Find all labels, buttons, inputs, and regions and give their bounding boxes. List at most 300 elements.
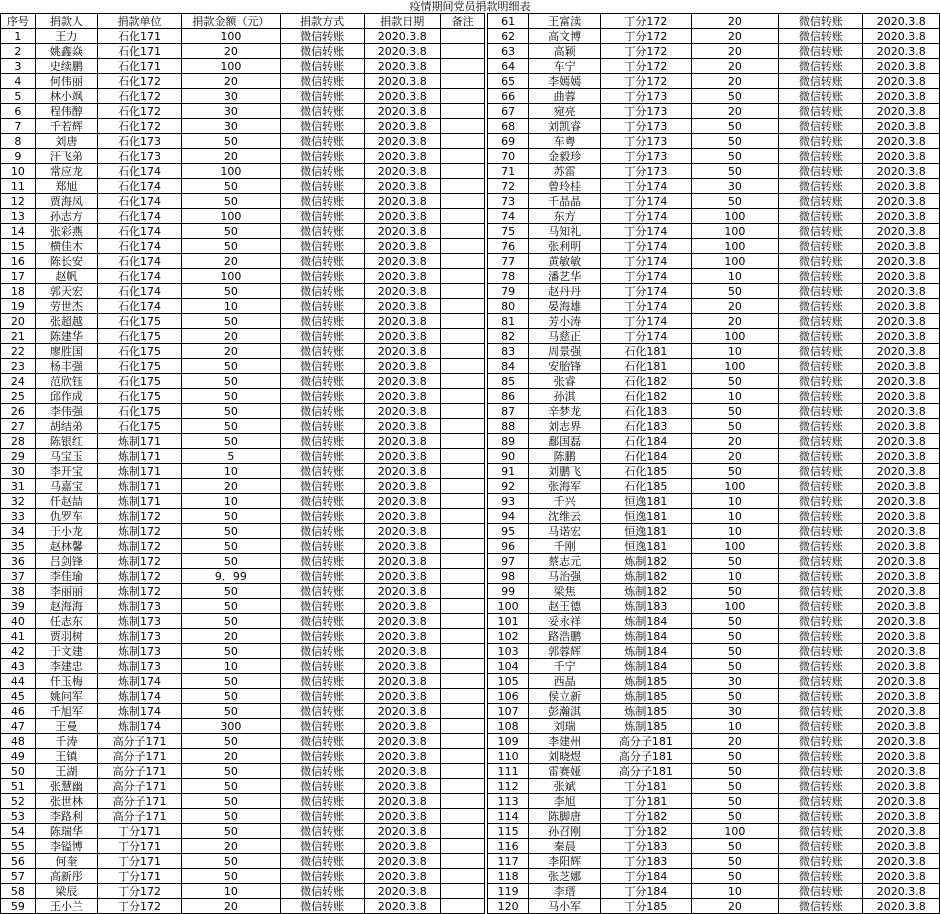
table-row: [1, 554, 485, 569]
cell-amount: 20: [691, 104, 779, 119]
table-row: [488, 29, 940, 44]
cell-index: 21: [1, 329, 36, 344]
cell-unit: 炼制171: [97, 479, 181, 494]
cell-unit: 石化171: [97, 59, 181, 74]
cell-unit: 石化183: [601, 404, 691, 419]
cell-index: 100: [488, 599, 529, 614]
cell-remark: [440, 419, 484, 434]
cell-remark: [440, 629, 484, 644]
cell-donor: 苏雷: [529, 164, 601, 179]
cell-date: 2020.3.8: [364, 164, 440, 179]
table-row: [1, 149, 485, 164]
cell-unit: 丁分174: [601, 194, 691, 209]
cell-method: 微信转账: [280, 659, 364, 674]
table-row: [1, 779, 485, 794]
cell-donor: 宛亮: [529, 104, 601, 119]
cell-donor: 蔡志元: [529, 554, 601, 569]
cell-remark: [440, 824, 484, 839]
table-row: [1, 809, 485, 824]
cell-index: 86: [488, 389, 529, 404]
cell-index: 27: [1, 419, 36, 434]
cell-method: 微信转账: [280, 239, 364, 254]
donation-table-right: [487, 13, 940, 914]
cell-donor: 李阳辉: [529, 854, 601, 869]
cell-method: 微信转账: [779, 359, 863, 374]
cell-index: 22: [1, 344, 36, 359]
cell-date: 2020.3.8: [863, 899, 940, 914]
cell-donor: 李伟强: [35, 404, 97, 419]
cell-method: 微信转账: [779, 794, 863, 809]
cell-donor: 姚鑫焱: [35, 44, 97, 59]
cell-date: 2020.3.8: [364, 179, 440, 194]
cell-unit: 石化181: [601, 344, 691, 359]
cell-index: 102: [488, 629, 529, 644]
cell-donor: 于文建: [35, 644, 97, 659]
table-row: [488, 374, 940, 389]
cell-date: 2020.3.8: [364, 539, 440, 554]
cell-remark: [440, 704, 484, 719]
cell-unit: 丁分182: [601, 809, 691, 824]
cell-method: 微信转账: [280, 644, 364, 659]
cell-donor: 李镒博: [35, 839, 97, 854]
cell-unit: 高分子171: [97, 749, 181, 764]
cell-donor: 陈脚唐: [529, 809, 601, 824]
cell-donor: 王湖: [35, 764, 97, 779]
cell-method: 微信转账: [779, 134, 863, 149]
column-header-remark: 备注: [440, 14, 484, 29]
cell-donor: 张彩燕: [35, 224, 97, 239]
cell-date: 2020.3.8: [863, 734, 940, 749]
cell-remark: [440, 764, 484, 779]
cell-index: 76: [488, 239, 529, 254]
cell-donor: 杨丰强: [35, 359, 97, 374]
table-row: [1, 614, 485, 629]
cell-amount: 10: [691, 494, 779, 509]
cell-remark: [440, 524, 484, 539]
cell-date: 2020.3.8: [364, 644, 440, 659]
cell-amount: 100: [182, 209, 280, 224]
cell-date: 2020.3.8: [863, 209, 940, 224]
cell-donor: 史续鹏: [35, 59, 97, 74]
cell-index: 78: [488, 269, 529, 284]
cell-donor: 周景强: [529, 344, 601, 359]
cell-method: 微信转账: [779, 554, 863, 569]
cell-remark: [440, 194, 484, 209]
cell-index: 4: [1, 74, 36, 89]
cell-unit: 炼制171: [97, 494, 181, 509]
cell-method: 微信转账: [779, 674, 863, 689]
cell-unit: 石化175: [97, 329, 181, 344]
cell-date: 2020.3.8: [364, 374, 440, 389]
cell-date: 2020.3.8: [364, 269, 440, 284]
cell-amount: 50: [182, 674, 280, 689]
cell-amount: 50: [182, 539, 280, 554]
cell-unit: 炼制171: [97, 449, 181, 464]
cell-donor: 王镇: [35, 749, 97, 764]
cell-unit: 高分子171: [97, 734, 181, 749]
cell-index: 114: [488, 809, 529, 824]
table-row: [488, 689, 940, 704]
cell-index: 104: [488, 659, 529, 674]
cell-index: 39: [1, 599, 36, 614]
cell-date: 2020.3.8: [364, 344, 440, 359]
cell-index: 89: [488, 434, 529, 449]
table-row: [488, 539, 940, 554]
cell-amount: 10: [182, 464, 280, 479]
table-row: [488, 149, 940, 164]
cell-index: 11: [1, 179, 36, 194]
column-header-amount: 捐款金额（元）: [182, 14, 280, 29]
cell-amount: 20: [182, 839, 280, 854]
cell-date: 2020.3.8: [364, 119, 440, 134]
cell-donor: 王富渎: [529, 14, 601, 29]
cell-index: 72: [488, 179, 529, 194]
cell-unit: 石化183: [601, 419, 691, 434]
cell-amount: 50: [691, 374, 779, 389]
table-row: [1, 89, 485, 104]
cell-remark: [440, 479, 484, 494]
cell-donor: 曲蓉: [529, 89, 601, 104]
cell-index: 25: [1, 389, 36, 404]
cell-method: 微信转账: [280, 359, 364, 374]
cell-date: 2020.3.8: [364, 224, 440, 239]
cell-date: 2020.3.8: [863, 149, 940, 164]
cell-amount: 50: [182, 179, 280, 194]
cell-method: 微信转账: [779, 839, 863, 854]
cell-amount: 50: [691, 764, 779, 779]
table-row: [1, 644, 485, 659]
cell-unit: 石化175: [97, 344, 181, 359]
cell-amount: 50: [182, 869, 280, 884]
cell-method: 微信转账: [779, 29, 863, 44]
cell-index: 18: [1, 284, 36, 299]
cell-index: 98: [488, 569, 529, 584]
cell-amount: 100: [691, 539, 779, 554]
cell-unit: 炼制183: [601, 599, 691, 614]
cell-method: 微信转账: [779, 419, 863, 434]
cell-unit: 丁分173: [601, 89, 691, 104]
cell-method: 微信转账: [779, 284, 863, 299]
cell-amount: 50: [182, 524, 280, 539]
cell-donor: 李旭: [529, 794, 601, 809]
cell-index: 36: [1, 554, 36, 569]
cell-unit: 丁分174: [601, 284, 691, 299]
cell-amount: 300: [182, 719, 280, 734]
cell-donor: 贾海凤: [35, 194, 97, 209]
cell-date: 2020.3.8: [364, 494, 440, 509]
cell-method: 微信转账: [280, 299, 364, 314]
cell-amount: 50: [691, 779, 779, 794]
cell-method: 微信转账: [280, 284, 364, 299]
cell-date: 2020.3.8: [364, 449, 440, 464]
cell-index: 23: [1, 359, 36, 374]
cell-index: 64: [488, 59, 529, 74]
table-row: [1, 29, 485, 44]
cell-donor: 马小军: [529, 899, 601, 914]
cell-index: 74: [488, 209, 529, 224]
cell-unit: 炼制174: [97, 674, 181, 689]
cell-amount: 20: [182, 254, 280, 269]
cell-date: 2020.3.8: [863, 809, 940, 824]
cell-remark: [440, 659, 484, 674]
cell-unit: 炼制173: [97, 629, 181, 644]
cell-index: 71: [488, 164, 529, 179]
table-row: [488, 794, 940, 809]
cell-date: 2020.3.8: [863, 284, 940, 299]
table-row: [488, 329, 940, 344]
cell-donor: 张斌: [529, 779, 601, 794]
cell-amount: 50: [691, 614, 779, 629]
cell-unit: 丁分184: [601, 869, 691, 884]
cell-amount: 20: [691, 299, 779, 314]
cell-date: 2020.3.8: [364, 209, 440, 224]
cell-index: 69: [488, 134, 529, 149]
cell-date: 2020.3.8: [863, 29, 940, 44]
cell-index: 96: [488, 539, 529, 554]
cell-index: 82: [488, 329, 529, 344]
cell-unit: 丁分174: [601, 299, 691, 314]
table-row: [488, 599, 940, 614]
cell-donor: 李建州: [529, 734, 601, 749]
cell-unit: 石化174: [97, 179, 181, 194]
cell-method: 微信转账: [779, 779, 863, 794]
cell-method: 微信转账: [280, 269, 364, 284]
cell-date: 2020.3.8: [364, 104, 440, 119]
cell-date: 2020.3.8: [863, 179, 940, 194]
cell-donor: 邱作成: [35, 389, 97, 404]
cell-amount: 50: [691, 134, 779, 149]
cell-amount: 20: [691, 74, 779, 89]
cell-amount: 100: [182, 29, 280, 44]
cell-method: 微信转账: [280, 839, 364, 854]
cell-remark: [440, 734, 484, 749]
cell-index: 48: [1, 734, 36, 749]
cell-amount: 50: [691, 89, 779, 104]
cell-method: 微信转账: [280, 314, 364, 329]
cell-amount: 50: [691, 809, 779, 824]
cell-index: 84: [488, 359, 529, 374]
cell-method: 微信转账: [779, 584, 863, 599]
cell-donor: 仟赵喆: [35, 494, 97, 509]
cell-unit: 丁分174: [601, 239, 691, 254]
cell-unit: 丁分181: [601, 779, 691, 794]
cell-unit: 丁分171: [97, 869, 181, 884]
cell-amount: 100: [691, 599, 779, 614]
cell-donor: 张世林: [35, 794, 97, 809]
cell-amount: 20: [182, 899, 280, 914]
cell-donor: 吕剑锋: [35, 554, 97, 569]
cell-unit: 石化175: [97, 389, 181, 404]
cell-remark: [440, 209, 484, 224]
cell-amount: 100: [691, 479, 779, 494]
cell-remark: [440, 44, 484, 59]
cell-unit: 丁分172: [601, 74, 691, 89]
cell-method: 微信转账: [280, 539, 364, 554]
cell-date: 2020.3.8: [863, 704, 940, 719]
table-row: [488, 359, 940, 374]
cell-date: 2020.3.8: [364, 404, 440, 419]
cell-index: 50: [1, 764, 36, 779]
cell-amount: 20: [182, 44, 280, 59]
cell-amount: 50: [182, 134, 280, 149]
cell-method: 微信转账: [779, 509, 863, 524]
table-row: [488, 404, 940, 419]
cell-unit: 石化172: [97, 119, 181, 134]
cell-amount: 50: [182, 779, 280, 794]
table-row: [488, 629, 940, 644]
cell-donor: 贾羽树: [35, 629, 97, 644]
cell-donor: 彭瀚淇: [529, 704, 601, 719]
cell-index: 34: [1, 524, 36, 539]
cell-method: 微信转账: [779, 719, 863, 734]
table-row: [488, 434, 940, 449]
cell-amount: 50: [182, 689, 280, 704]
cell-method: 微信转账: [280, 764, 364, 779]
cell-index: 19: [1, 299, 36, 314]
cell-donor: 马嘉宝: [35, 479, 97, 494]
cell-date: 2020.3.8: [863, 764, 940, 779]
page-title: 疫情期间党员捐款明细表: [409, 0, 531, 13]
table-row: [1, 569, 485, 584]
cell-donor: 王曼: [35, 719, 97, 734]
cell-method: 微信转账: [779, 629, 863, 644]
cell-index: 101: [488, 614, 529, 629]
cell-unit: 炼制171: [97, 434, 181, 449]
cell-amount: 50: [182, 824, 280, 839]
cell-method: 微信转账: [779, 164, 863, 179]
cell-date: 2020.3.8: [364, 824, 440, 839]
cell-index: 43: [1, 659, 36, 674]
table-row: [1, 869, 485, 884]
table-row: [1, 119, 485, 134]
cell-method: 微信转账: [779, 119, 863, 134]
cell-donor: 路浩鹏: [529, 629, 601, 644]
cell-index: 79: [488, 284, 529, 299]
cell-index: 7: [1, 119, 36, 134]
cell-date: 2020.3.8: [863, 794, 940, 809]
cell-index: 9: [1, 149, 36, 164]
cell-index: 40: [1, 614, 36, 629]
cell-method: 微信转账: [280, 584, 364, 599]
cell-unit: 丁分172: [601, 14, 691, 29]
cell-method: 微信转账: [779, 689, 863, 704]
cell-index: 73: [488, 194, 529, 209]
cell-amount: 5: [182, 449, 280, 464]
cell-amount: 30: [691, 704, 779, 719]
cell-index: 112: [488, 779, 529, 794]
cell-date: 2020.3.8: [863, 554, 940, 569]
table-row: [1, 374, 485, 389]
cell-unit: 恒逸181: [601, 539, 691, 554]
cell-amount: 50: [182, 614, 280, 629]
cell-remark: [440, 269, 484, 284]
cell-unit: 丁分181: [601, 794, 691, 809]
cell-date: 2020.3.8: [364, 254, 440, 269]
cell-date: 2020.3.8: [863, 269, 940, 284]
cell-index: 68: [488, 119, 529, 134]
cell-amount: 50: [182, 239, 280, 254]
cell-amount: 100: [691, 209, 779, 224]
cell-remark: [440, 584, 484, 599]
cell-index: 106: [488, 689, 529, 704]
cell-date: 2020.3.8: [863, 299, 940, 314]
cell-amount: 10: [691, 719, 779, 734]
cell-amount: 100: [691, 224, 779, 239]
cell-remark: [440, 884, 484, 899]
table-row: [488, 659, 940, 674]
cell-index: 3: [1, 59, 36, 74]
cell-unit: 丁分185: [601, 899, 691, 914]
table-row: [488, 314, 940, 329]
cell-amount: 50: [691, 164, 779, 179]
cell-index: 63: [488, 44, 529, 59]
cell-index: 116: [488, 839, 529, 854]
cell-amount: 50: [182, 854, 280, 869]
table-row: [1, 629, 485, 644]
cell-donor: 郑旭: [35, 179, 97, 194]
cell-index: 29: [1, 449, 36, 464]
table-row: [488, 119, 940, 134]
cell-remark: [440, 719, 484, 734]
cell-amount: 50: [691, 404, 779, 419]
cell-amount: 10: [691, 569, 779, 584]
table-row: [488, 284, 940, 299]
cell-method: 微信转账: [280, 389, 364, 404]
cell-method: 微信转账: [779, 104, 863, 119]
table-row: [1, 764, 485, 779]
cell-date: 2020.3.8: [364, 659, 440, 674]
table-row: [1, 359, 485, 374]
cell-method: 微信转账: [280, 89, 364, 104]
table-row: [488, 464, 940, 479]
cell-unit: 炼制172: [97, 509, 181, 524]
cell-index: 109: [488, 734, 529, 749]
cell-date: 2020.3.8: [364, 89, 440, 104]
cell-donor: 千涛: [35, 734, 97, 749]
cell-donor: 王小兰: [35, 899, 97, 914]
cell-index: 55: [1, 839, 36, 854]
cell-unit: 石化185: [601, 479, 691, 494]
cell-unit: 高分子181: [601, 734, 691, 749]
column-header-index: 序号: [1, 14, 36, 29]
cell-amount: 50: [182, 194, 280, 209]
cell-date: 2020.3.8: [863, 569, 940, 584]
cell-method: 微信转账: [280, 614, 364, 629]
cell-donor: 晏海雄: [529, 299, 601, 314]
cell-method: 微信转账: [779, 869, 863, 884]
cell-date: 2020.3.8: [863, 524, 940, 539]
table-row: [488, 104, 940, 119]
cell-amount: 100: [691, 359, 779, 374]
cell-date: 2020.3.8: [863, 839, 940, 854]
table-row: [488, 854, 940, 869]
table-row: [488, 764, 940, 779]
cell-date: 2020.3.8: [863, 539, 940, 554]
cell-unit: 丁分174: [601, 269, 691, 284]
table-row: [1, 179, 485, 194]
cell-donor: 仇罗车: [35, 509, 97, 524]
cell-date: 2020.3.8: [863, 509, 940, 524]
cell-amount: 100: [182, 164, 280, 179]
cell-date: 2020.3.8: [364, 884, 440, 899]
cell-donor: 刘鹏飞: [529, 464, 601, 479]
cell-remark: [440, 374, 484, 389]
cell-amount: 50: [182, 764, 280, 779]
cell-date: 2020.3.8: [863, 404, 940, 419]
cell-method: 微信转账: [280, 794, 364, 809]
table-row: [1, 494, 485, 509]
donation-table-left-body: [1, 29, 485, 914]
